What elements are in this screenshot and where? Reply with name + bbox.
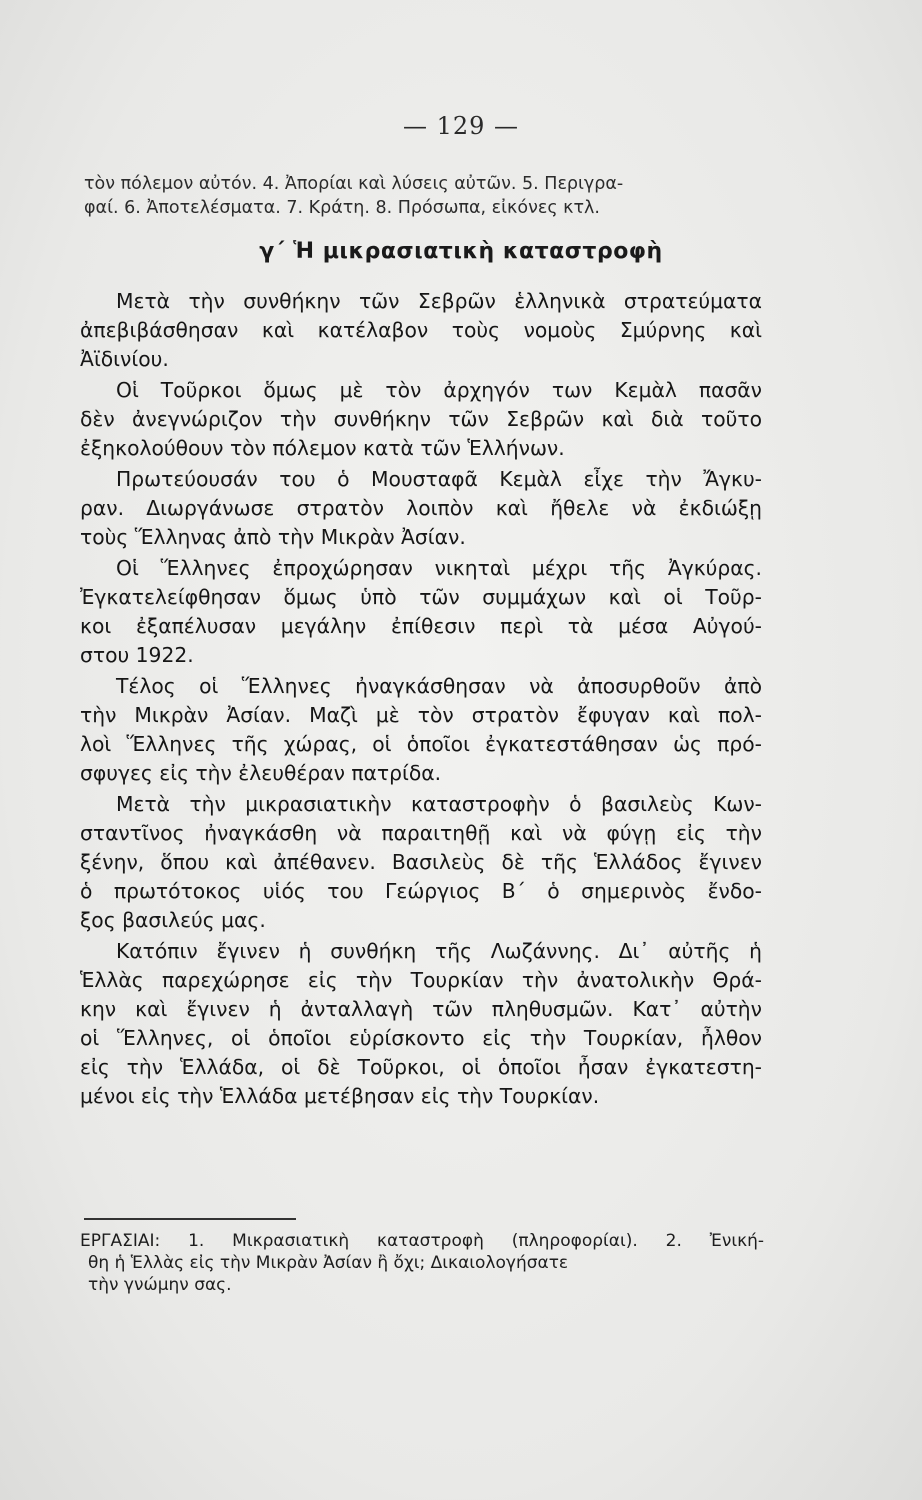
text-line: κην καὶ ἔγινεν ἡ ἀνταλλαγὴ τῶν πληθυσμῶν. Κατ᾽ αὐτὴν [80, 997, 762, 1021]
text-line: ξος βασιλεύς μας. [80, 908, 266, 932]
text-line: εἰς τὴν Ἑλλάδα, οἱ δὲ Τοῦρκοι, οἱ ὁποῖοι ἦσαν ἐγκατεστη- [80, 1055, 762, 1079]
text-line: στου 1922. [80, 643, 194, 667]
paragraph [80, 790, 762, 935]
text-line: Μετὰ τὴν συνθήκην τῶν Σεβρῶν ἑλληνικὰ στρατεύματα [116, 289, 762, 313]
text-line: Κατόπιν ἔγινεν ἡ συνθήκη τῆς Λωζάννης. Δι᾽ αὐτῆς ἡ [116, 939, 762, 963]
text-line: οἱ Ἕλληνες, οἱ ὁποῖοι εὑρίσκοντο εἰς τὴν Τουρκίαν, ἦλθον [80, 1026, 762, 1050]
text-line: ὁ πρωτότοκος υἱός του Γεώργιος Β΄ ὁ σημερινὸς ἔνδο- [80, 879, 762, 903]
text-line: μένοι εἰς τὴν Ἑλλάδα μετέβησαν εἰς τὴν Τουρκίαν. [80, 1084, 600, 1108]
text-line: Τέλος οἱ Ἕλληνες ἠναγκάσθησαν νὰ ἀποσυρθοῦν ἀπὸ [116, 674, 762, 698]
text-line: δὲν ἀνεγνώριζον τὴν συνθήκην τῶν Σεβρῶν καὶ διὰ τοῦτο [80, 407, 762, 431]
text-line: Ἀϊδινίου. [80, 347, 169, 371]
text-line: φαί. 6. Ἀποτελέσματα. 7. Κράτη. 8. Πρόσωπα, εἰκόνες κτλ. [84, 198, 600, 218]
paragraph [80, 937, 762, 1111]
text-line: Πρωτεύουσάν του ὁ Μουσταφᾶ Κεμὰλ εἶχε τὴν Ἄγκυ- [116, 467, 762, 491]
text-line: ἐξηκολούθουν τὸν πόλεμον κατὰ τῶν Ἑλλήνων. [80, 436, 565, 460]
exercise-line: τὴν γνώμην σας. [88, 1275, 232, 1295]
text-line: ξένην, ὅπου καὶ ἀπέθανεν. Βασιλεὺς δὲ τῆς Ἑλλάδος ἔγινεν [80, 850, 762, 874]
exercises-block [80, 1230, 764, 1296]
body-text [80, 287, 762, 1111]
paragraph [80, 376, 762, 463]
text-line: τοὺς Ἕλληνας ἀπὸ τὴν Μικρὰν Ἀσίαν. [80, 525, 466, 549]
page-number: — 129 — [402, 112, 520, 140]
text-line: τὴν Μικρὰν Ἀσίαν. Μαζὶ μὲ τὸν στρατὸν ἔφυγαν καὶ πολ- [80, 703, 762, 727]
text-line: Ἐγκατελείφθησαν ὅμως ὑπὸ τῶν συμμάχων καὶ οἱ Τοῦρ- [80, 585, 762, 609]
paragraph [80, 554, 762, 670]
text-line: τὸν πόλεμον αὐτόν. 4. Ἀπορίαι καὶ λύσεις αὐτῶν. 5. Περιγρα- [84, 174, 624, 194]
exercise-line: ΕΡΓΑΣΙΑΙ: 1. Μικρασιατικὴ καταστροφὴ (πληροφορίαι). 2. Ἐνική- [80, 1231, 764, 1251]
text-line: Μετὰ τὴν μικρασιατικὴν καταστροφὴν ὁ βασιλεὺς Κων- [116, 792, 762, 816]
footnote-divider [84, 1218, 296, 1220]
exercise-line: θη ἡ Ἑλλὰς εἰς τὴν Μικρὰν Ἀσίαν ἢ ὄχι; Δικαιολογήσατε [88, 1253, 569, 1273]
text-line: σφυγες εἰς τὴν ἐλευθέραν πατρίδα. [80, 761, 442, 785]
paragraph [80, 287, 762, 374]
text-line: κοι ἐξαπέλυσαν μεγάλην ἐπίθεσιν περὶ τὰ μέσα Αὐγού- [80, 614, 762, 638]
paragraph [80, 465, 762, 552]
text-line: ἀπεβιβάσθησαν καὶ κατέλαβον τοὺς νομοὺς Σμύρνης καὶ [80, 318, 762, 342]
text-line: ραν. Διωργάνωσε στρατὸν λοιπὸν καὶ ἤθελε νὰ ἐκδιώξῃ [80, 496, 762, 520]
text-line: Οἱ Τοῦρκοι ὅμως μὲ τὸν ἀρχηγόν των Κεμὰλ πασᾶν [116, 378, 762, 402]
section-title: γ΄ Ἡ μικρασιατικὴ καταστροφὴ [259, 239, 663, 264]
text-line: λοὶ Ἕλληνες τῆς χώρας, οἱ ὁποῖοι ἐγκατεστάθησαν ὡς πρό- [80, 732, 762, 756]
text-line: σταντῖνος ἠναγκάσθη νὰ παραιτηθῇ καὶ νὰ φύγῃ εἰς τὴν [80, 821, 762, 845]
text-line: Οἱ Ἕλληνες ἐπροχώρησαν νικηταὶ μέχρι τῆς Ἀγκύρας. [116, 556, 762, 580]
text-line: Ἑλλὰς παρεχώρησε εἰς τὴν Τουρκίαν τὴν ἀνατολικὴν Θρά- [80, 968, 762, 992]
top-continuation-text [84, 172, 770, 220]
paragraph [80, 672, 762, 788]
